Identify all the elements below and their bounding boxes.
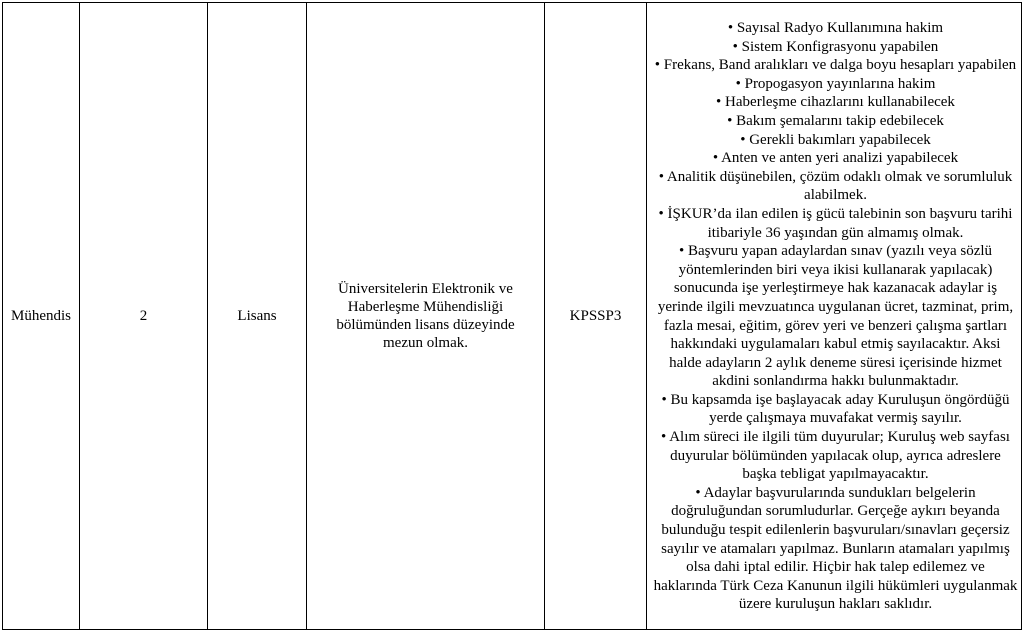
requirement-item: • Haberleşme cihazlarını kullanabilecek	[716, 94, 955, 111]
requirement-item: • Frekans, Band aralıkları ve dalga boyu hesapları yapabilen	[654, 57, 1017, 74]
table-row	[3, 3, 1022, 630]
exam-cell	[545, 3, 647, 630]
requirement-item: • Gerekli bakımları yapabilecek	[740, 131, 931, 148]
department-cell	[307, 3, 545, 630]
requirement-item: • Bu kapsamda işe başlayacak aday Kuruluşun öngördüğü yerde çalışmaya muvafakat vermiş sayılır.	[661, 391, 1010, 427]
requirement-item: • Adaylar başvurularında sundukları belgelerin doğruluğundan sorumludurlar. Gerçeğe aykırı beyanda bulunduğu tespit edilenlerin başvuruları/sınavları geçersiz sayılır ve atamaları yapılmaz. Bunların atamaları yapılmış olsa dahi iptal edilir. Hiçbir hak talep edilemez ve haklarında Türk Ceza Kanunun ilgili hükümleri uygulanmak üzere kuruluşun hakları saklıdır.	[653, 484, 1018, 613]
requirement-item: • Propogasyon yayınlarına hakim	[735, 75, 936, 92]
requirement-item: • Başvuru yapan adaylardan sınav (yazılı veya sözlü yöntemlerinden biri veya ikisi kullanarak yapılacak) sonucunda işe yerleştirmeye hak kazanacak adaylar iş yerinde ilgili mevzuatınca uygulanan ücret, tazminat, prim, fazla mesai, eğitim, görev yeri ve benzeri çalışma şartları hakkındaki uygulamaları kabul etmiş sayılacaktır. Aksi halde adayların 2 aylık deneme süresi içerisinde hizmet akdini sonlandırma hakkı bulunmaktadır.	[657, 243, 1014, 390]
requirement-item: • Analitik düşünebilen, çözüm odaklı olmak ve sorumluluk alabilmek.	[658, 168, 1013, 204]
education-cell	[208, 3, 307, 630]
requirement-item: • Sistem Konfigrasyonu yapabilen	[732, 38, 939, 55]
requirement-item: • Alım süreci ile ilgili tüm duyurular; Kuruluş web sayfası duyurular bölümünden yapılacak olup, ayrıca adreslere başka tebligat yapılmayacaktır.	[661, 429, 1010, 483]
job-listing-table	[2, 2, 1022, 630]
requirement-item: • Bakım şemalarını takip edebilecek	[727, 112, 944, 129]
requirement-item: • İŞKUR’da ilan edilen iş gücü talebinin son başvuru tarihi itibariyle 36 yaşından gün almamış olmak.	[658, 205, 1013, 241]
department-text: Üniversitelerin Elektronik ve Haberleşme Mühendisliği bölümünden lisans düzeyinde mezun olmak.	[336, 281, 515, 351]
exam-text: KPSSP3	[569, 307, 622, 324]
requirement-item: • Sayısal Radyo Kullanımına hakim	[727, 20, 944, 36]
count-text: 2	[139, 307, 148, 324]
count-cell	[80, 3, 208, 630]
requirements-cell	[647, 3, 1022, 630]
requirements-list	[647, 18, 1021, 614]
requirement-item: • Anten ve anten yeri analizi yapabilecek	[712, 150, 959, 167]
position-text: Mühendis	[11, 307, 71, 324]
education-text: Lisans	[237, 307, 277, 324]
position-cell	[3, 3, 80, 630]
